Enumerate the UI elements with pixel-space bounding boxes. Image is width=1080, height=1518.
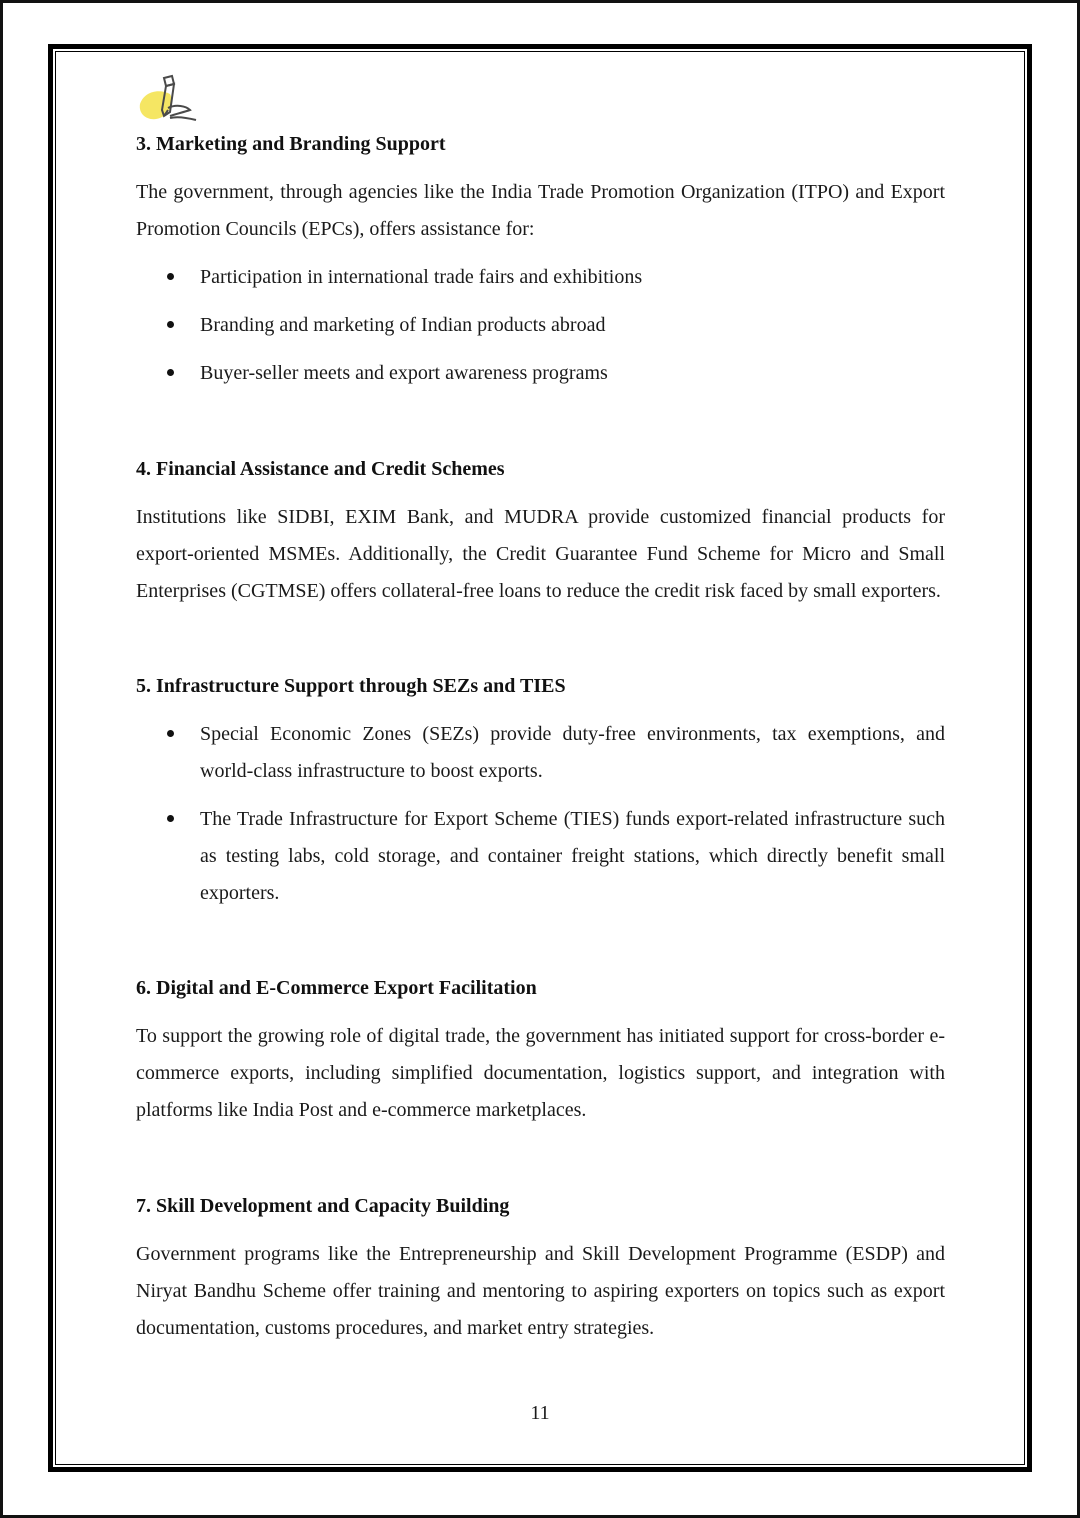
- section-digital-ecommerce: [136, 970, 945, 1129]
- list-item: [136, 355, 945, 392]
- list-item: [136, 307, 945, 344]
- section-skill-development: [136, 1188, 945, 1347]
- bullet-icon: [167, 321, 174, 328]
- list-item-text: The Trade Infrastructure for Export Scheme (TIES) funds export-related infrastructure such as testing labs, cold storage, and container freight stations, which directly benefit small exporters.: [200, 808, 945, 904]
- list-item-text: Participation in international trade fairs and exhibitions: [200, 266, 643, 288]
- section-marketing-branding: [136, 126, 945, 392]
- section-heading: 3. Marketing and Branding Support: [136, 133, 446, 155]
- bullet-icon: [167, 815, 174, 822]
- section-financial-assistance: [136, 451, 945, 610]
- section-heading: 7. Skill Development and Capacity Building: [136, 1195, 510, 1217]
- section-heading: 5. Infrastructure Support through SEZs and TIES: [136, 675, 566, 697]
- page-number: 11: [530, 1402, 550, 1424]
- section-heading: 6. Digital and E-Commerce Export Facilitation: [136, 977, 537, 999]
- bullet-icon: [167, 273, 174, 280]
- section-heading: 4. Financial Assistance and Credit Schemes: [136, 458, 505, 480]
- bullet-list: [136, 716, 945, 912]
- list-item: [136, 259, 945, 296]
- section-paragraph: Government programs like the Entrepreneurship and Skill Development Programme (ESDP) and Niryat Bandhu Scheme offer training and mentoring to aspiring exporters on topics such as export documentation, customs procedures, and market entry strategies.: [136, 1243, 945, 1339]
- list-item: [136, 716, 945, 790]
- bullet-icon: [167, 730, 174, 737]
- document-body: [136, 126, 945, 1347]
- list-item-text: Branding and marketing of Indian products abroad: [200, 314, 606, 336]
- section-paragraph: To support the growing role of digital trade, the government has initiated support for cross-border e-commerce exports, including simplified documentation, logistics support, and integration with platforms like India Post and e-commerce marketplaces.: [136, 1025, 945, 1121]
- list-item-text: Special Economic Zones (SEZs) provide duty-free environments, tax exemptions, and world-class infrastructure to boost exports.: [200, 723, 945, 782]
- list-item: [136, 801, 945, 912]
- bullet-list: [136, 259, 945, 392]
- section-paragraph: Institutions like SIDBI, EXIM Bank, and MUDRA provide customized financial products for export-oriented MSMEs. Additionally, the Credit Guarantee Fund Scheme for Micro and Small Enterprises (CGTMSE) offers collateral-free loans to reduce the credit risk faced by small exporters.: [136, 506, 945, 602]
- bullet-icon: [167, 369, 174, 376]
- section-paragraph: The government, through agencies like the India Trade Promotion Organization (ITPO) and Export Promotion Councils (EPCs), offers assistance for:: [136, 181, 945, 240]
- pen-writing-icon: [134, 70, 200, 132]
- list-item-text: Buyer-seller meets and export awareness programs: [200, 362, 608, 384]
- section-infrastructure-support: [136, 668, 945, 912]
